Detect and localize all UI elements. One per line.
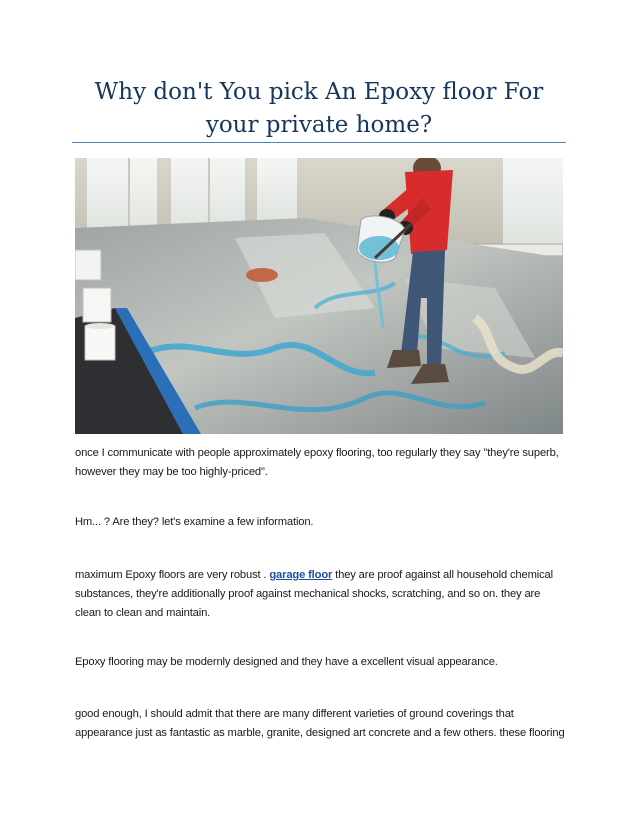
title-underline-rule: [72, 142, 566, 143]
page-title: Why don't You pick An Epoxy floor For your private home?: [94, 79, 544, 138]
paragraph-2: Hm... ? Are they? let's examine a few information.: [75, 516, 314, 528]
paragraph-3-after: they are proof against all household chemical substances, they're additionally proof against mechanical shocks, scratching, and so on. they are clean to clean and maintain.: [75, 569, 553, 619]
epoxy-floor-photo: [75, 158, 563, 434]
paragraph-3: [75, 566, 565, 623]
paragraph-5: good enough, I should admit that there are many different varieties of ground coverings that appearance just as fantastic as marble, granite, designed art concrete and a few others. these flooring: [75, 708, 565, 739]
paragraph-3-before: maximum Epoxy floors are very robust .: [75, 569, 270, 581]
garage-floor-link[interactable]: garage floor: [269, 569, 333, 581]
paragraph-4: Epoxy flooring may be modernly designed and they have a excellent visual appearance.: [75, 656, 498, 668]
paragraph-1: once I communicate with people approximately epoxy flooring, too regularly they say "they're superb, however they may be too highly-priced".: [75, 447, 559, 478]
